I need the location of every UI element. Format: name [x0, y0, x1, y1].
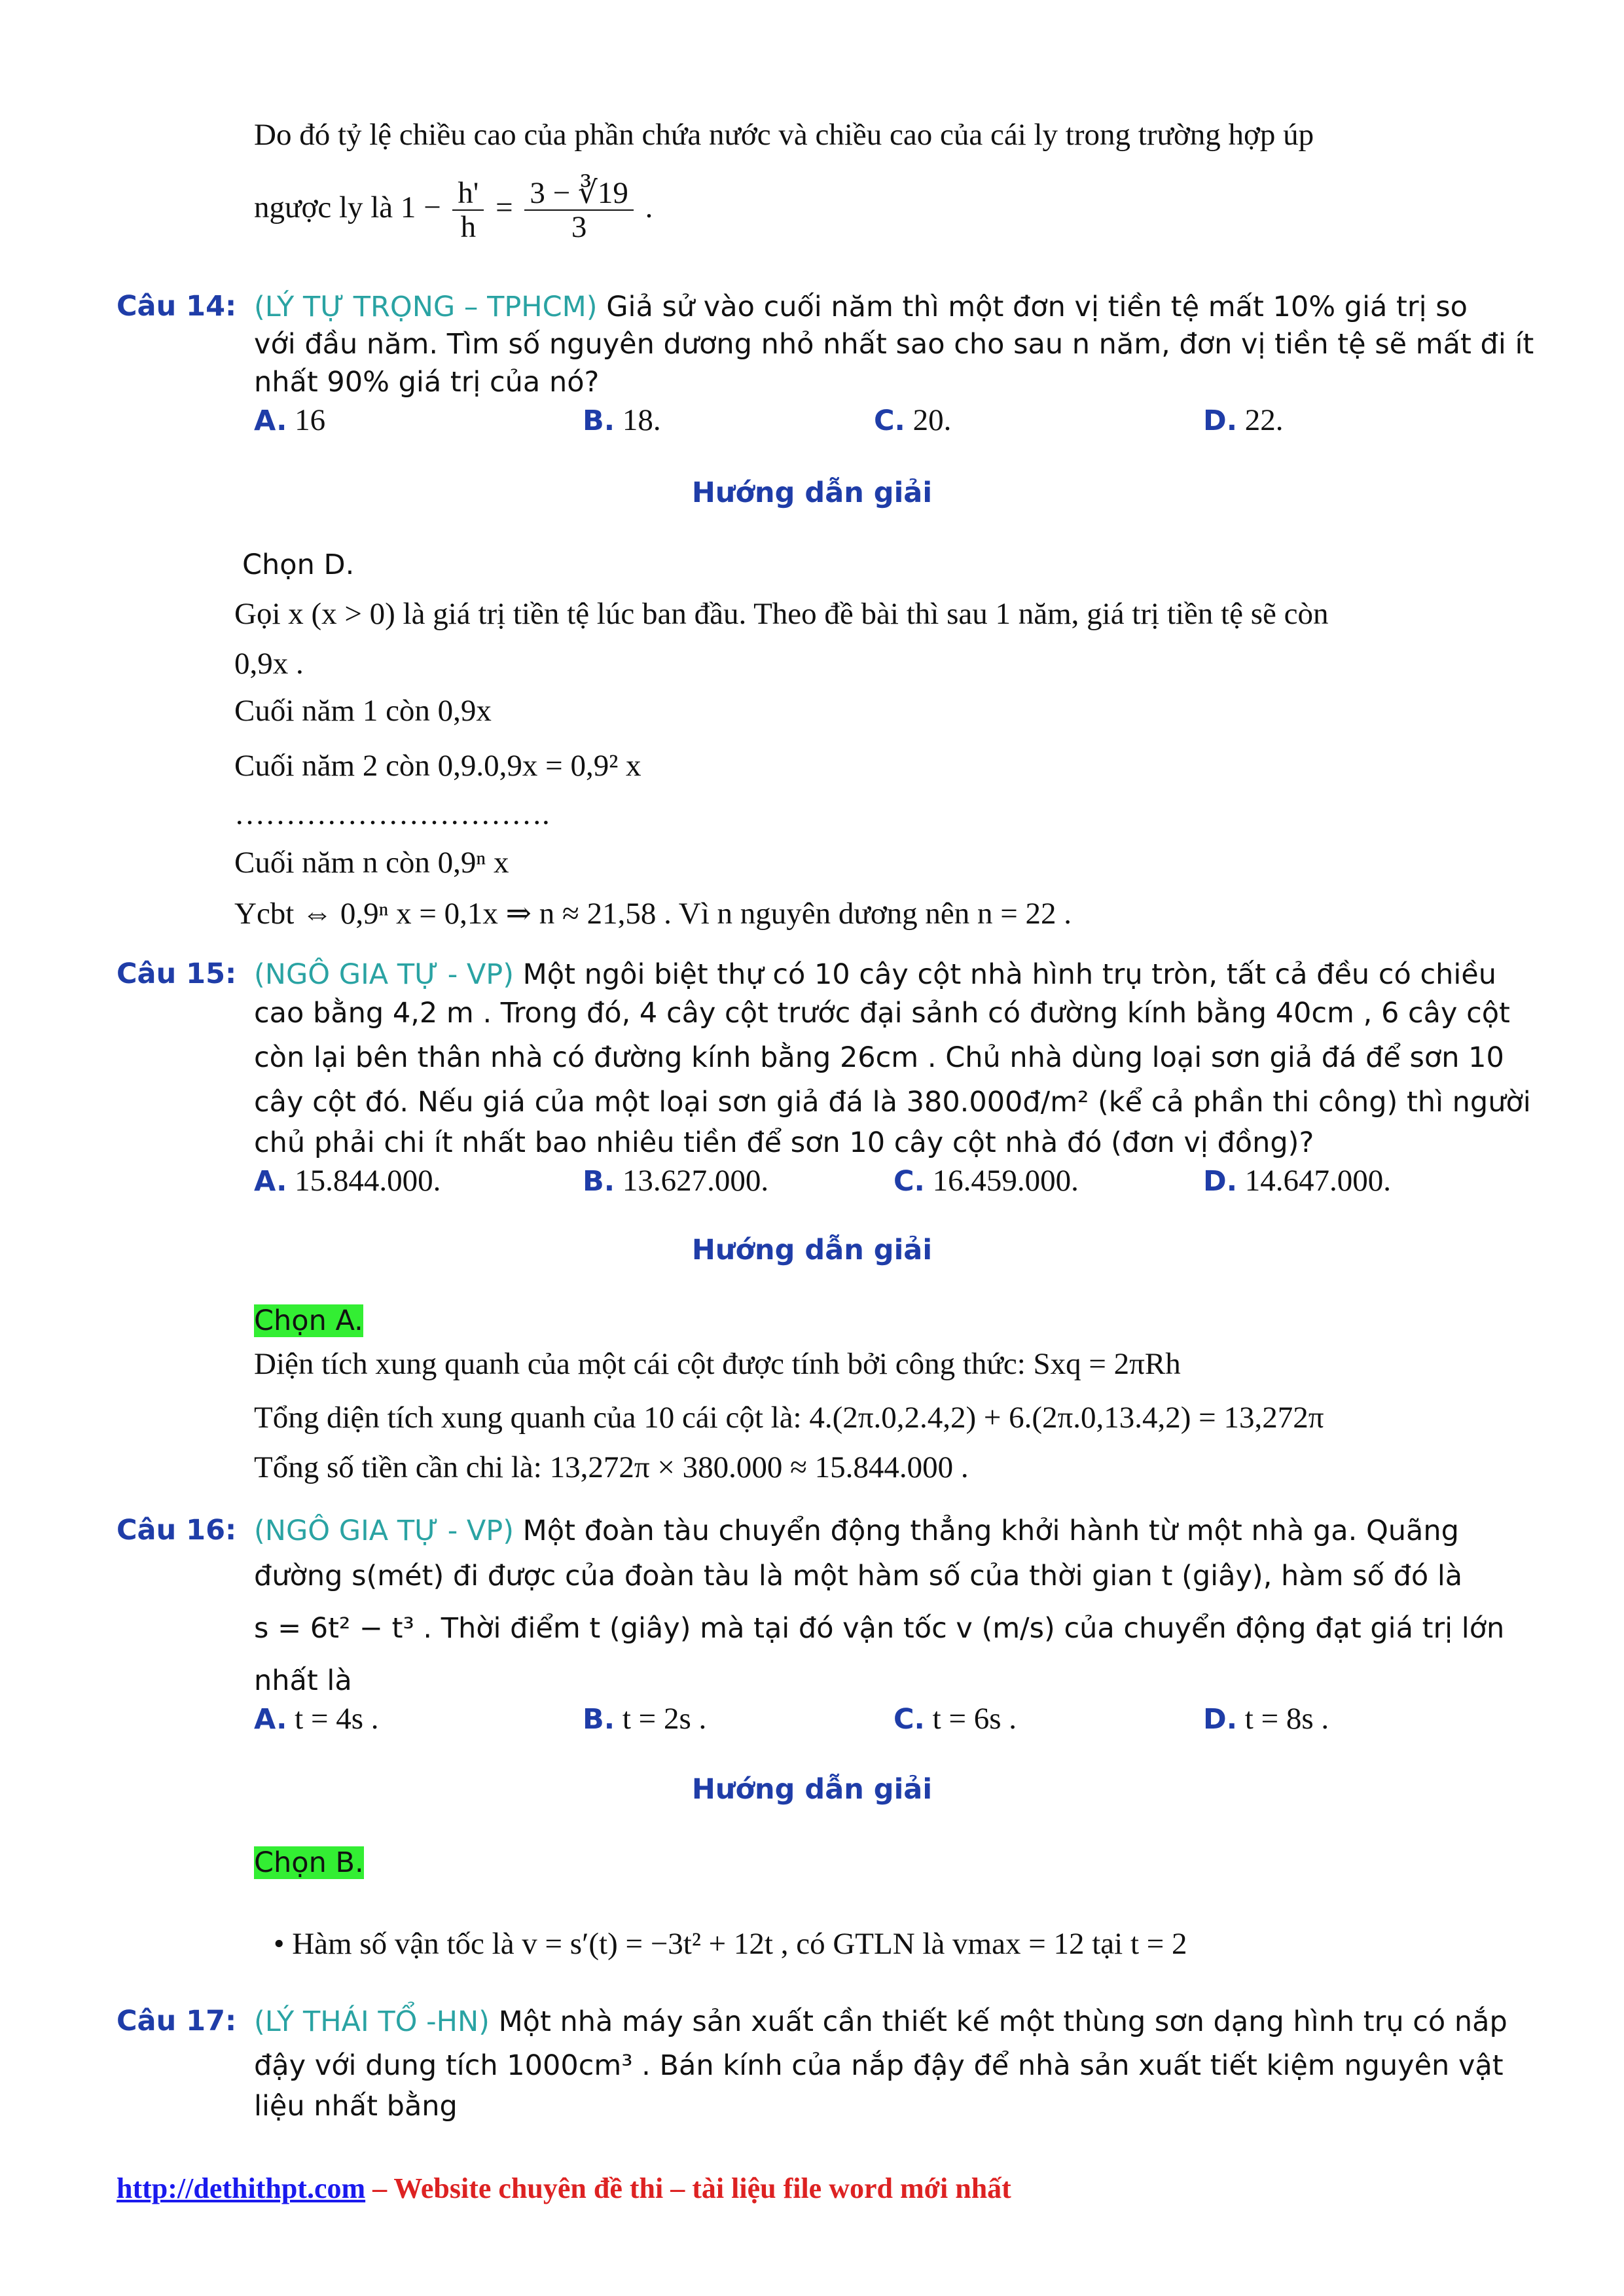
question-label: Câu 17: [117, 2005, 237, 2037]
intro-prefix: ngược ly là 1 − [254, 190, 441, 224]
option-d[interactable]: D. 14.647.000. [1203, 1164, 1392, 1198]
solution-line: 0,9x . [234, 647, 304, 681]
question-text: (LÝ TỰ TRỌNG – TPHCM) Giả sử vào cuối năm thì một đơn vị tiền tệ mất 10% giá trị so [254, 291, 1468, 323]
question-text: chủ phải chi ít nhất bao nhiêu tiền để sơn 10 cây cột nhà đó (đơn vị đồng)? [254, 1126, 1314, 1159]
question-text: (LÝ THÁI TỔ -HN) Một nhà máy sản xuất cần thiết kế một thùng sơn dạng hình trụ có nắp [254, 2005, 1507, 2038]
question-label: Câu 15: [117, 958, 237, 990]
solution-line: Diện tích xung quanh của một cái cột được tính bởi công thức: Sxq = 2πRh [254, 1347, 1181, 1381]
question-text: liệu nhất bằng [254, 2090, 458, 2123]
solution-line: Tổng số tiền cần chi là: 13,272π × 380.000 ≈ 15.844.000 . [254, 1450, 969, 1484]
solution-line: • Hàm số vận tốc là v = s′(t) = −3t² + 12t , có GTLN là vmax = 12 tại t = 2 [274, 1927, 1187, 1961]
footer-text: – Website chuyên đề thi – tài liệu file word mới nhất [365, 2172, 1011, 2204]
question-text: với đầu năm. Tìm số nguyên dương nhỏ nhất sao cho sau n năm, đơn vị tiền tệ sẽ mất đi ít [254, 328, 1534, 361]
solution-heading: Hướng dẫn giải [691, 1773, 933, 1806]
option-c[interactable]: C. 16.459.000. [893, 1164, 1079, 1198]
fraction-root: $\frac{3 - ∛19}{3}$ [524, 177, 633, 243]
solution-line: Cuối năm 1 còn 0,9x [234, 694, 492, 728]
question-label: Câu 16: [117, 1514, 237, 1547]
option-b[interactable]: B. 13.627.000. [583, 1164, 769, 1198]
question-text: cao bằng 4,2 m . Trong đó, 4 cây cột trước đại sảnh có đường kính bằng 40cm , 6 cây cột [254, 997, 1510, 1030]
question-text: nhất 90% giá trị của nó? [254, 366, 600, 399]
solution-line: Cuối năm n còn 0,9ⁿ x [234, 846, 509, 880]
option-c[interactable]: C. t = 6s . [893, 1702, 1017, 1736]
option-a[interactable]: A. 15.844.000. [254, 1164, 441, 1198]
solution-heading: Hướng dẫn giải [691, 476, 933, 509]
intro-line-2: ngược ly là 1 − $\frac{h'}{h}$ = $\frac{3 - ∛19}{3}$ . [254, 176, 653, 245]
answer-choice: Chọn B. [254, 1846, 364, 1879]
intro-line-1: Do đó tỷ lệ chiều cao của phần chứa nước và chiều cao của cái ly trong trường hợp úp [254, 118, 1314, 152]
footer-link[interactable]: http://dethithpt.com [117, 2172, 366, 2204]
question-text: cây cột đó. Nếu giá của một loại sơn giả đá là 380.000đ/m² (kể cả phần thi công) thì người [254, 1086, 1531, 1119]
solution-line: Ycbt ⇔ 0,9ⁿ x = 0,1x ⇒ n ≈ 21,58 . Vì n nguyên dương nên n = 22 . [234, 897, 1072, 931]
question-source: (LÝ TỰ TRỌNG – TPHCM) [254, 291, 598, 323]
solution-line: …………………………. [234, 797, 550, 831]
option-d[interactable]: D. t = 8s . [1203, 1702, 1329, 1736]
solution-line: Cuối năm 2 còn 0,9.0,9x = 0,9² x [234, 749, 641, 783]
footer [117, 2172, 1011, 2205]
option-b[interactable]: B. 18. [583, 403, 661, 437]
question-text: đậy với dung tích 1000cm³ . Bán kính của nắp đậy để nhà sản xuất tiết kiệm nguyên vật [254, 2049, 1504, 2082]
question-source: (LÝ THÁI TỔ -HN) [254, 2005, 490, 2038]
question-text: (NGÔ GIA TỰ - VP) Một đoàn tàu chuyển động thẳng khởi hành từ một nhà ga. Quãng [254, 1515, 1459, 1547]
fraction-h: $\frac{h'}{h}$ [452, 177, 484, 243]
question-source: (NGÔ GIA TỰ - VP) [254, 958, 514, 991]
question-label: Câu 14: [117, 290, 237, 323]
solution-line: Tổng diện tích xung quanh của 10 cái cột là: 4.(2π.0,2.4,2) + 6.(2π.0,13.4,2) = 13,272π [254, 1401, 1324, 1435]
option-b[interactable]: B. t = 2s . [583, 1702, 707, 1736]
question-source: (NGÔ GIA TỰ - VP) [254, 1515, 514, 1547]
answer-choice: Chọn D. [242, 548, 355, 581]
option-a[interactable]: A. t = 4s . [254, 1702, 379, 1736]
answer-choice: Chọn A. [254, 1304, 363, 1337]
solution-line: Gọi x (x > 0) là giá trị tiền tệ lúc ban đầu. Theo đề bài thì sau 1 năm, giá trị tiền tệ sẽ còn [234, 597, 1329, 631]
question-text: s = 6t² − t³ . Thời điểm t (giây) mà tại đó vận tốc v (m/s) của chuyển động đạt giá trị lớn [254, 1612, 1505, 1645]
option-d[interactable]: D. 22. [1203, 403, 1284, 437]
option-a[interactable]: A. 16 [254, 403, 326, 437]
question-text: còn lại bên thân nhà có đường kính bằng 26cm . Chủ nhà dùng loại sơn giả đá để sơn 10 [254, 1041, 1504, 1074]
option-c[interactable]: C. 20. [874, 403, 952, 437]
question-text: (NGÔ GIA TỰ - VP) Một ngôi biệt thự có 10 cây cột nhà hình trụ tròn, tất cả đều có chiều [254, 958, 1497, 991]
question-text: đường s(mét) đi được của đoàn tàu là một hàm số của thời gian t (giây), hàm số đó là [254, 1560, 1463, 1592]
solution-heading: Hướng dẫn giải [691, 1234, 933, 1266]
question-text: nhất là [254, 1664, 352, 1697]
